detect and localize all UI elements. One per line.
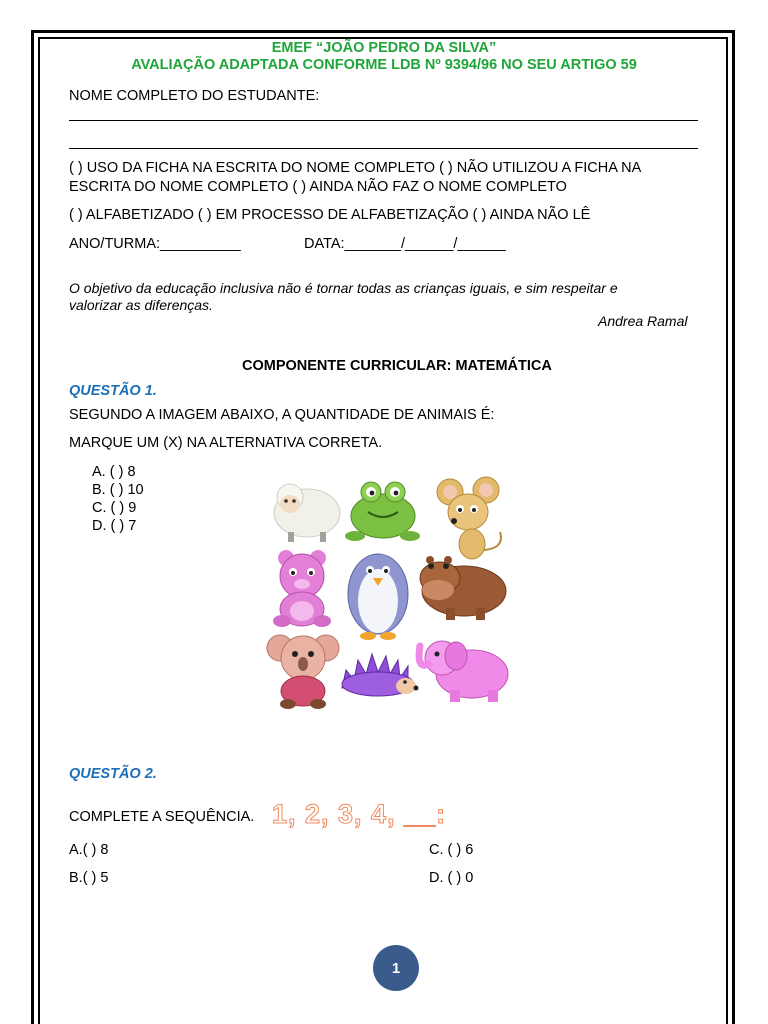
question-2-text: COMPLETE A SEQUÊNCIA. <box>69 809 255 825</box>
frog-icon <box>345 482 420 541</box>
check-line-2: ESCRITA DO NOME COMPLETO ( ) AINDA NÃO FAZ O NOME COMPLETO <box>69 179 567 195</box>
option-c[interactable]: C. ( ) 9 <box>92 500 137 516</box>
page-number: 1 <box>373 945 419 991</box>
quote-line-2: valorizar as diferenças. <box>69 297 213 313</box>
sheep-icon <box>274 484 340 542</box>
mouse-icon <box>437 477 501 559</box>
check-line-1: ( ) USO DA FICHA NA ESCRITA DO NOME COMPLETO ( ) NÃO UTILIZOU A FICHA NA <box>69 160 642 176</box>
q2-option-c[interactable]: C. ( ) 6 <box>429 842 474 858</box>
elephant-icon <box>419 641 508 702</box>
student-name-label: NOME COMPLETO DO ESTUDANTE: <box>69 88 320 104</box>
quote-line-1: O objetivo da educação inclusiva não é tornar todas as crianças iguais, e sim respeitar e <box>69 280 618 296</box>
curricular-component: COMPONENTE CURRICULAR: MATEMÁTICA <box>242 358 552 374</box>
question-1-instruction: MARQUE UM (X) NA ALTERNATIVA CORRETA. <box>69 435 383 451</box>
check-line-3: ( ) ALFABETIZADO ( ) EM PROCESSO DE ALFABETIZAÇÃO ( ) AINDA NÃO LÊ <box>69 207 591 223</box>
name-line-2[interactable] <box>69 148 698 149</box>
name-line-1[interactable] <box>69 120 698 121</box>
bear-icon <box>273 550 331 627</box>
koala-icon <box>267 635 339 709</box>
option-d[interactable]: D. ( ) 7 <box>92 518 137 534</box>
hippo-icon <box>420 556 506 620</box>
assessment-subtitle: AVALIAÇÃO ADAPTADA CONFORME LDB Nº 9394/96 NO SEU ARTIGO 59 <box>131 57 637 73</box>
quote-author: Andrea Ramal <box>598 313 688 329</box>
animals-image <box>250 466 520 716</box>
hedgehog-icon <box>342 654 419 696</box>
question-2-title: QUESTÃO 2. <box>69 766 157 782</box>
question-1-title: QUESTÃO 1. <box>69 383 157 399</box>
class-field[interactable]: ANO/TURMA:__________ <box>69 236 241 252</box>
question-1-text: SEGUNDO A IMAGEM ABAIXO, A QUANTIDADE DE ANIMAIS É: <box>69 407 495 423</box>
option-a[interactable]: A. ( ) 8 <box>92 464 136 480</box>
number-sequence: 1, 2, 3, 4, __: <box>272 799 447 829</box>
penguin-icon <box>348 554 408 640</box>
school-name: EMEF “JOÃO PEDRO DA SILVA” <box>271 40 497 56</box>
option-b[interactable]: B. ( ) 10 <box>92 482 144 498</box>
q2-option-d[interactable]: D. ( ) 0 <box>429 870 474 886</box>
question-1-options <box>92 463 144 535</box>
q2-option-a[interactable]: A.( ) 8 <box>69 842 109 858</box>
date-field[interactable]: DATA:_______/______/______ <box>304 236 506 252</box>
q2-option-b[interactable]: B.( ) 5 <box>69 870 109 886</box>
